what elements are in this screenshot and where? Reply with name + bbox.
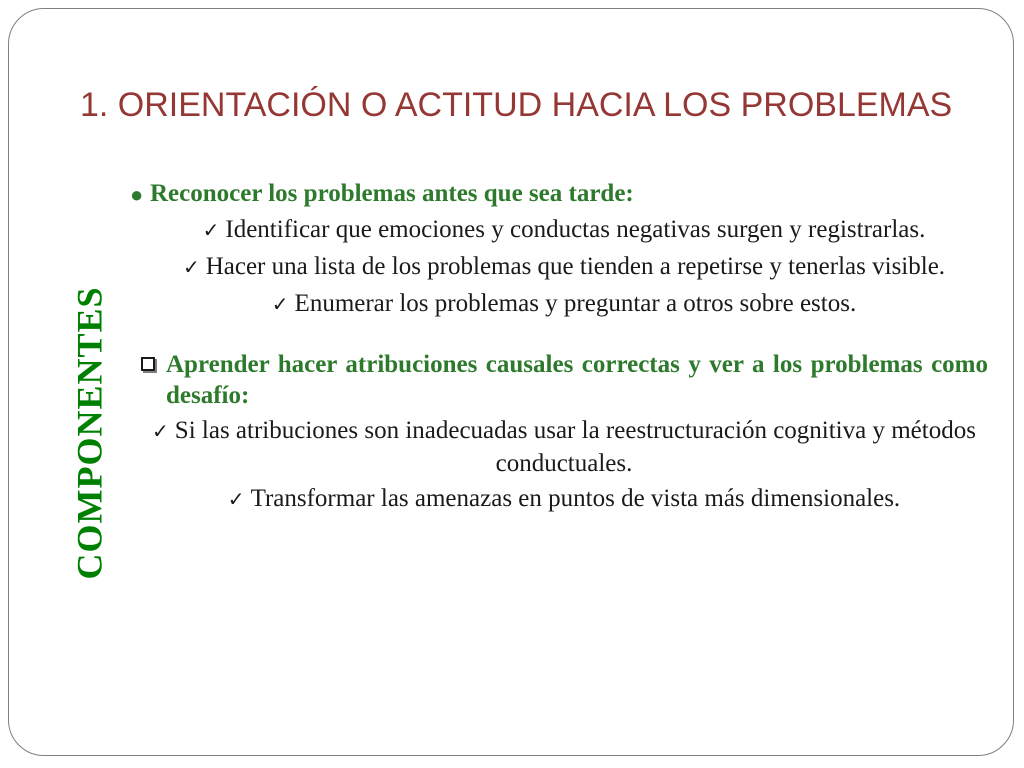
list-item-text: Identificar que emociones y conductas negativas surgen y registrarlas. — [225, 216, 926, 243]
list-item — [130, 288, 988, 321]
slide-content — [130, 178, 988, 516]
section-heading-1 — [130, 178, 988, 210]
list-item — [130, 415, 988, 479]
list-item — [130, 214, 988, 247]
vertical-label-container — [66, 268, 114, 598]
section-heading-2 — [130, 349, 988, 411]
list-item-text: Si las atribuciones son inadecuadas usar la reestructuración cognitiva y métodos conductuales. — [174, 417, 976, 477]
slide-title: 1. ORIENTACIÓN O ACTITUD HACIA LOS PROBLEMAS — [80, 86, 953, 124]
check-icon: ✓ — [202, 220, 220, 242]
check-icon: ✓ — [271, 294, 289, 316]
list-item — [130, 483, 988, 516]
list-item — [130, 251, 988, 284]
check-icon: ✓ — [182, 257, 200, 279]
vertical-label: COMPONENTES — [70, 286, 110, 580]
list-item-text: Transformar las amenazas en puntos de vista más dimensionales. — [250, 485, 901, 512]
list-item-text: Hacer una lista de los problemas que tienden a repetirse y tenerlas visible. — [205, 253, 946, 280]
dot-icon: ● — [130, 182, 144, 207]
section-heading-text: Reconocer los problemas antes que sea tarde: — [150, 180, 634, 207]
check-icon: ✓ — [227, 489, 245, 511]
check-icon: ✓ — [152, 421, 169, 443]
checkbox-icon — [130, 349, 166, 371]
list-item-text: Enumerar los problemas y preguntar a otros sobre estos. — [294, 290, 857, 317]
section-heading-text: Aprender hacer atribuciones causales correctas y ver a los problemas como desafío: — [166, 351, 988, 409]
